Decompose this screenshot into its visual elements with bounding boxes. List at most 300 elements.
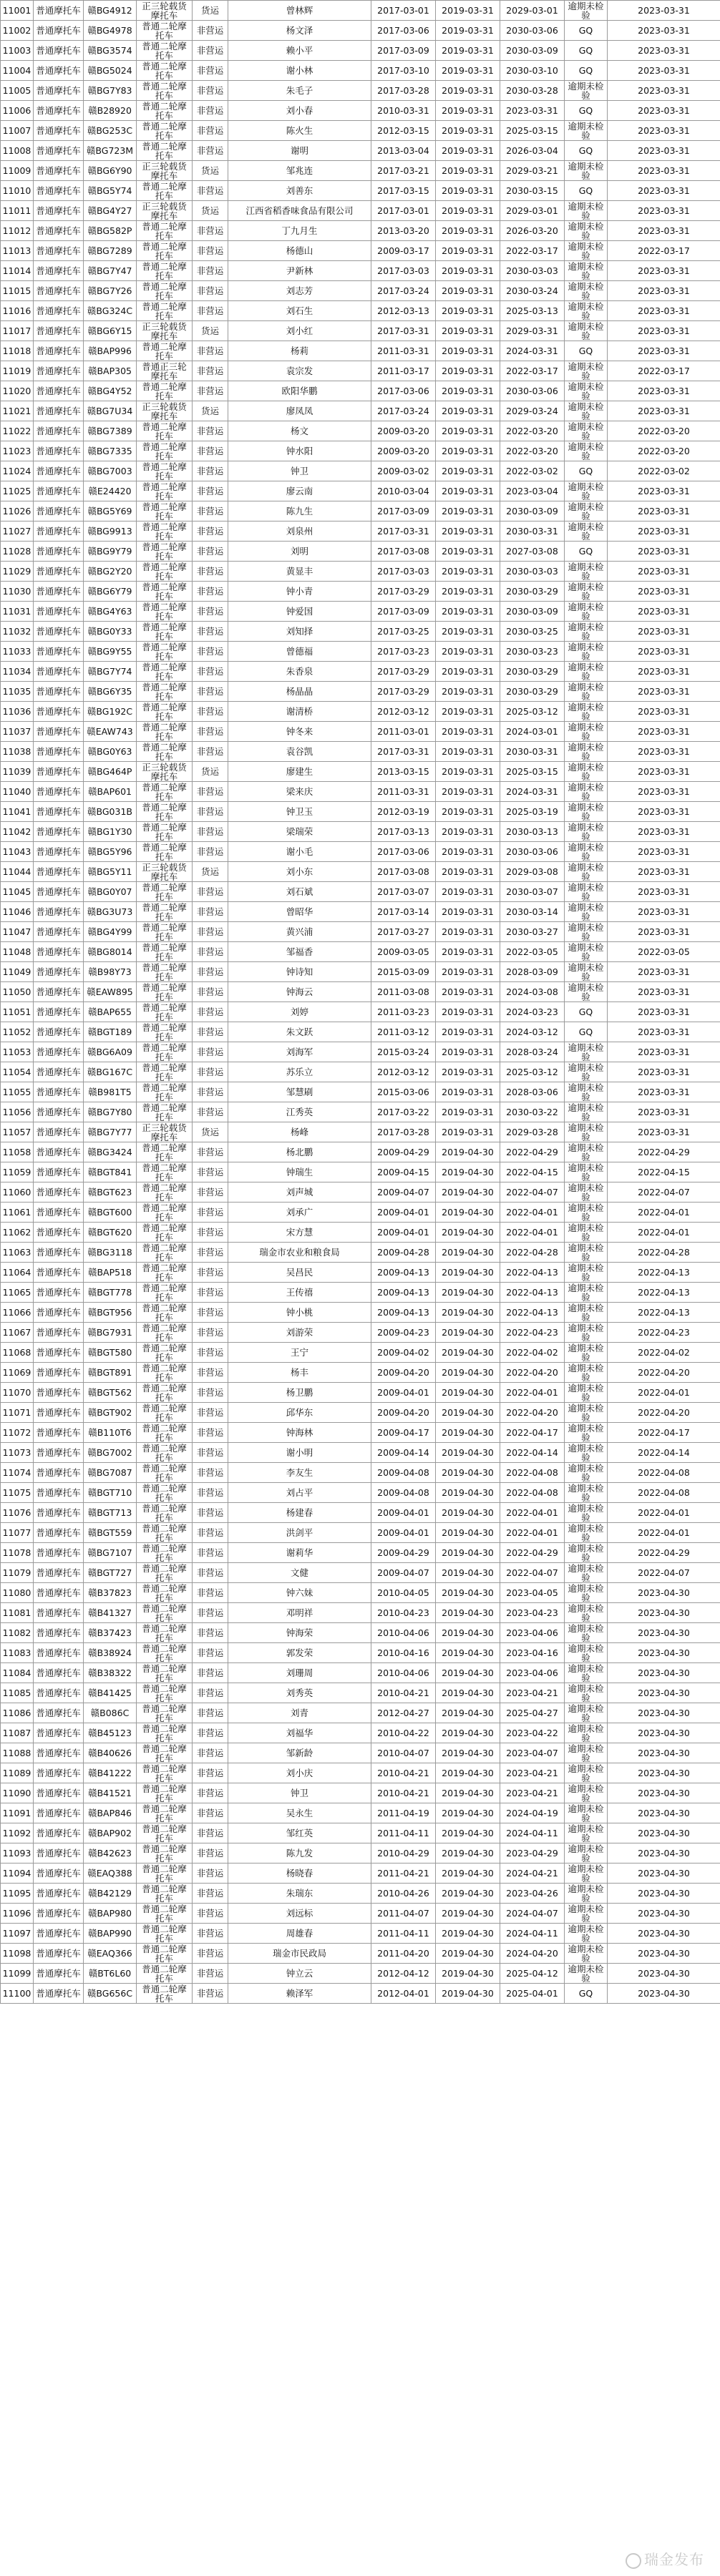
owner-cell: 谢小林 <box>228 61 371 81</box>
vehicle-model-cell: 普通二轮摩托车 <box>137 1263 193 1283</box>
owner-cell: 杨建春 <box>228 1503 371 1523</box>
status-date-cell: 2022-04-29 <box>608 1142 720 1162</box>
table-row <box>1 221 720 241</box>
registration-date-cell: 2009-04-13 <box>371 1283 436 1303</box>
inspection-valid-until-cell: 2019-04-30 <box>436 1423 500 1443</box>
owner-cell: 刘福华 <box>228 1723 371 1743</box>
table-row <box>1 61 720 81</box>
status-date-cell: 2023-03-31 <box>608 481 720 501</box>
owner-cell: 刘小庆 <box>228 1763 371 1783</box>
status-date-cell: 2023-03-31 <box>608 822 720 842</box>
vehicle-model-cell: 普通二轮摩托车 <box>137 1583 193 1603</box>
row-number-cell: 11031 <box>1 602 34 622</box>
vehicle-category-cell: 普通摩托车 <box>34 21 84 41</box>
plate-number-cell: 赣BGT841 <box>84 1162 137 1182</box>
vehicle-category-cell: 普通摩托车 <box>34 321 84 341</box>
vehicle-category-cell: 普通摩托车 <box>34 1283 84 1303</box>
vehicle-model-cell: 普通二轮摩托车 <box>137 582 193 602</box>
vehicle-category-cell: 普通摩托车 <box>34 562 84 582</box>
inspection-valid-until-cell: 2019-03-31 <box>436 842 500 862</box>
status-date-cell: 2023-03-31 <box>608 1042 720 1062</box>
inspection-valid-until-cell: 2019-04-30 <box>436 1243 500 1263</box>
scrap-date-cell: 2022-04-17 <box>500 1423 565 1443</box>
row-number-cell: 11089 <box>1 1763 34 1783</box>
status-cell: 逾期未检验 <box>565 722 608 742</box>
scrap-date-cell: 2022-04-13 <box>500 1303 565 1323</box>
inspection-valid-until-cell: 2019-03-31 <box>436 321 500 341</box>
row-number-cell: 11052 <box>1 1022 34 1042</box>
owner-cell: 梁瑞荣 <box>228 822 371 842</box>
usage-type-cell: 非营运 <box>193 1203 228 1223</box>
status-date-cell: 2022-03-20 <box>608 441 720 461</box>
vehicle-category-cell: 普通摩托车 <box>34 1763 84 1783</box>
vehicle-category-cell: 普通摩托车 <box>34 1383 84 1403</box>
usage-type-cell: 非营运 <box>193 1904 228 1924</box>
row-number-cell: 11078 <box>1 1543 34 1563</box>
status-cell: 逾期未检验 <box>565 1142 608 1162</box>
vehicle-model-cell: 普通二轮摩托车 <box>137 542 193 562</box>
owner-cell: 刘声城 <box>228 1182 371 1203</box>
table-row <box>1 1944 720 1964</box>
status-date-cell: 2023-03-31 <box>608 722 720 742</box>
vehicle-category-cell: 普通摩托车 <box>34 1984 84 2004</box>
registration-date-cell: 2009-04-07 <box>371 1563 436 1583</box>
plate-number-cell: 赣BG723M <box>84 141 137 161</box>
vehicle-category-cell: 普通摩托车 <box>34 1503 84 1523</box>
registration-date-cell: 2017-03-31 <box>371 742 436 762</box>
plate-number-cell: 赣BG4978 <box>84 21 137 41</box>
row-number-cell: 11072 <box>1 1423 34 1443</box>
table-row <box>1 381 720 401</box>
usage-type-cell: 非营运 <box>193 421 228 441</box>
registration-date-cell: 2010-04-29 <box>371 1843 436 1864</box>
row-number-cell: 11008 <box>1 141 34 161</box>
owner-cell: 赖泽军 <box>228 1984 371 2004</box>
vehicle-category-cell: 普通摩托车 <box>34 1 84 21</box>
scrap-date-cell: 2030-03-15 <box>500 181 565 201</box>
registration-date-cell: 2017-03-01 <box>371 201 436 221</box>
row-number-cell: 11005 <box>1 81 34 101</box>
status-cell: 逾期未检验 <box>565 1503 608 1523</box>
registration-date-cell: 2012-03-12 <box>371 702 436 722</box>
registration-date-cell: 2010-04-07 <box>371 1743 436 1763</box>
table-row <box>1 281 720 301</box>
scrap-date-cell: 2022-04-13 <box>500 1283 565 1303</box>
registration-date-cell: 2011-03-12 <box>371 1022 436 1042</box>
usage-type-cell: 非营运 <box>193 1924 228 1944</box>
usage-type-cell: 非营运 <box>193 1623 228 1643</box>
inspection-valid-until-cell: 2019-04-30 <box>436 1964 500 1984</box>
registration-date-cell: 2009-03-20 <box>371 421 436 441</box>
vehicle-category-cell: 普通摩托车 <box>34 161 84 181</box>
inspection-valid-until-cell: 2019-03-31 <box>436 1042 500 1062</box>
status-cell: 逾期未检验 <box>565 421 608 441</box>
table-row <box>1 201 720 221</box>
plate-number-cell: 赣BG6Y15 <box>84 321 137 341</box>
plate-number-cell: 赣BGT189 <box>84 1022 137 1042</box>
owner-cell: 吴永生 <box>228 1803 371 1823</box>
row-number-cell: 11067 <box>1 1323 34 1343</box>
owner-cell: 刘小红 <box>228 321 371 341</box>
table-row <box>1 1864 720 1884</box>
scrap-date-cell: 2022-03-17 <box>500 361 565 381</box>
usage-type-cell: 非营运 <box>193 1263 228 1283</box>
vehicle-model-cell: 普通二轮摩托车 <box>137 41 193 61</box>
inspection-valid-until-cell: 2019-03-31 <box>436 1002 500 1022</box>
vehicle-category-cell: 普通摩托车 <box>34 181 84 201</box>
vehicle-model-cell: 普通二轮摩托车 <box>137 942 193 962</box>
inspection-valid-until-cell: 2019-04-30 <box>436 1323 500 1343</box>
status-date-cell: 2023-04-30 <box>608 1984 720 2004</box>
vehicle-category-cell: 普通摩托车 <box>34 1743 84 1763</box>
registration-date-cell: 2010-03-31 <box>371 101 436 121</box>
usage-type-cell: 非营运 <box>193 1743 228 1763</box>
vehicle-category-cell: 普通摩托车 <box>34 1523 84 1543</box>
plate-number-cell: 赣BG6Y90 <box>84 161 137 181</box>
registration-date-cell: 2009-04-07 <box>371 1182 436 1203</box>
table-body <box>1 1 720 2004</box>
status-cell: 逾期未检验 <box>565 1643 608 1663</box>
status-date-cell: 2023-03-31 <box>608 101 720 121</box>
scrap-date-cell: 2022-04-01 <box>500 1203 565 1223</box>
scrap-date-cell: 2022-04-07 <box>500 1182 565 1203</box>
scrap-date-cell: 2030-03-03 <box>500 261 565 281</box>
status-cell: 逾期未检验 <box>565 1823 608 1843</box>
registration-date-cell: 2010-03-04 <box>371 481 436 501</box>
inspection-valid-until-cell: 2019-03-31 <box>436 722 500 742</box>
vehicle-model-cell: 普通二轮摩托车 <box>137 181 193 201</box>
vehicle-category-cell: 普通摩托车 <box>34 1182 84 1203</box>
status-date-cell: 2022-04-29 <box>608 1543 720 1563</box>
table-row <box>1 762 720 782</box>
plate-number-cell: 赣B42623 <box>84 1843 137 1864</box>
vehicle-category-cell: 普通摩托车 <box>34 1964 84 1984</box>
status-cell: 逾期未检验 <box>565 682 608 702</box>
row-number-cell: 11094 <box>1 1864 34 1884</box>
inspection-valid-until-cell: 2019-03-31 <box>436 762 500 782</box>
plate-number-cell: 赣B28920 <box>84 101 137 121</box>
row-number-cell: 11041 <box>1 802 34 822</box>
inspection-valid-until-cell: 2019-03-31 <box>436 942 500 962</box>
vehicle-model-cell: 普通二轮摩托车 <box>137 1383 193 1403</box>
vehicle-model-cell: 普通二轮摩托车 <box>137 702 193 722</box>
registration-date-cell: 2010-04-21 <box>371 1683 436 1703</box>
owner-cell: 李友生 <box>228 1463 371 1483</box>
table-row <box>1 501 720 521</box>
row-number-cell: 11028 <box>1 542 34 562</box>
owner-cell: 钟水阳 <box>228 441 371 461</box>
vehicle-category-cell: 普通摩托车 <box>34 101 84 121</box>
status-cell: 逾期未检验 <box>565 1924 608 1944</box>
table-row <box>1 1723 720 1743</box>
vehicle-category-cell: 普通摩托车 <box>34 381 84 401</box>
inspection-valid-until-cell: 2019-03-31 <box>436 642 500 662</box>
status-date-cell: 2023-04-30 <box>608 1964 720 1984</box>
usage-type-cell: 非营运 <box>193 1663 228 1683</box>
row-number-cell: 11091 <box>1 1803 34 1823</box>
plate-number-cell: 赣B086C <box>84 1703 137 1723</box>
owner-cell: 杨莉 <box>228 341 371 361</box>
registration-date-cell: 2009-04-20 <box>371 1403 436 1423</box>
vehicle-category-cell: 普通摩托车 <box>34 1243 84 1263</box>
registration-date-cell: 2012-04-27 <box>371 1703 436 1723</box>
registration-date-cell: 2009-04-20 <box>371 1363 436 1383</box>
vehicle-category-cell: 普通摩托车 <box>34 1483 84 1503</box>
registration-date-cell: 2013-03-15 <box>371 762 436 782</box>
vehicle-model-cell: 普通二轮摩托车 <box>137 1603 193 1623</box>
registration-date-cell: 2012-04-12 <box>371 1964 436 1984</box>
status-cell: 逾期未检验 <box>565 1583 608 1603</box>
owner-cell: 杨文泽 <box>228 21 371 41</box>
inspection-valid-until-cell: 2019-04-30 <box>436 1443 500 1463</box>
status-cell: 逾期未检验 <box>565 1062 608 1082</box>
inspection-valid-until-cell: 2019-04-30 <box>436 1142 500 1162</box>
vehicle-model-cell: 普通二轮摩托车 <box>137 802 193 822</box>
scrap-date-cell: 2030-03-27 <box>500 922 565 942</box>
status-cell: 逾期未检验 <box>565 1763 608 1783</box>
registration-date-cell: 2011-04-19 <box>371 1803 436 1823</box>
plate-number-cell: 赣BG7931 <box>84 1323 137 1343</box>
table-row <box>1 682 720 702</box>
status-date-cell: 2023-03-31 <box>608 1062 720 1082</box>
status-date-cell: 2022-04-13 <box>608 1283 720 1303</box>
status-cell: 逾期未检验 <box>565 622 608 642</box>
owner-cell: 瑞金市农业和粮食局 <box>228 1243 371 1263</box>
registration-date-cell: 2009-04-01 <box>371 1223 436 1243</box>
registration-date-cell: 2009-04-23 <box>371 1323 436 1343</box>
status-cell: GQ <box>565 61 608 81</box>
row-number-cell: 11038 <box>1 742 34 762</box>
table-row <box>1 1283 720 1303</box>
vehicle-category-cell: 普通摩托车 <box>34 1423 84 1443</box>
vehicle-model-cell: 普通二轮摩托车 <box>137 1082 193 1102</box>
plate-number-cell: 赣BGT620 <box>84 1223 137 1243</box>
status-cell: 逾期未检验 <box>565 1122 608 1142</box>
vehicle-category-cell: 普通摩托车 <box>34 922 84 942</box>
inspection-valid-until-cell: 2019-04-30 <box>436 1763 500 1783</box>
registration-date-cell: 2010-04-26 <box>371 1884 436 1904</box>
usage-type-cell: 非营运 <box>193 1062 228 1082</box>
registration-date-cell: 2017-03-21 <box>371 161 436 181</box>
usage-type-cell: 非营运 <box>193 1583 228 1603</box>
registration-date-cell: 2009-04-08 <box>371 1483 436 1503</box>
inspection-valid-until-cell: 2019-03-31 <box>436 281 500 301</box>
scrap-date-cell: 2030-03-09 <box>500 41 565 61</box>
owner-cell: 丁九月生 <box>228 221 371 241</box>
status-cell: 逾期未检验 <box>565 742 608 762</box>
vehicle-model-cell: 普通二轮摩托车 <box>137 1503 193 1523</box>
scrap-date-cell: 2024-04-11 <box>500 1924 565 1944</box>
usage-type-cell: 非营运 <box>193 822 228 842</box>
vehicle-category-cell: 普通摩托车 <box>34 401 84 421</box>
vehicle-category-cell: 普通摩托车 <box>34 582 84 602</box>
inspection-valid-until-cell: 2019-04-30 <box>436 1603 500 1623</box>
usage-type-cell: 非营运 <box>193 1843 228 1864</box>
row-number-cell: 11021 <box>1 401 34 421</box>
owner-cell: 文健 <box>228 1563 371 1583</box>
scrap-date-cell: 2022-04-14 <box>500 1443 565 1463</box>
inspection-valid-until-cell: 2019-03-31 <box>436 461 500 481</box>
status-date-cell: 2022-04-15 <box>608 1162 720 1182</box>
table-row <box>1 1162 720 1182</box>
status-cell: 逾期未检验 <box>565 762 608 782</box>
row-number-cell: 11054 <box>1 1062 34 1082</box>
table-row <box>1 902 720 922</box>
status-date-cell: 2023-03-31 <box>608 201 720 221</box>
owner-cell: 梁来庆 <box>228 782 371 802</box>
scrap-date-cell: 2022-04-07 <box>500 1563 565 1583</box>
vehicle-model-cell: 普通二轮摩托车 <box>137 842 193 862</box>
usage-type-cell: 非营运 <box>193 782 228 802</box>
scrap-date-cell: 2023-04-21 <box>500 1683 565 1703</box>
status-cell: 逾期未检验 <box>565 1663 608 1683</box>
status-cell: 逾期未检验 <box>565 1543 608 1563</box>
status-date-cell: 2023-04-30 <box>608 1683 720 1703</box>
row-number-cell: 11032 <box>1 622 34 642</box>
row-number-cell: 11082 <box>1 1623 34 1643</box>
inspection-valid-until-cell: 2019-03-31 <box>436 141 500 161</box>
row-number-cell: 11040 <box>1 782 34 802</box>
status-date-cell: 2023-03-31 <box>608 521 720 542</box>
owner-cell: 王传禧 <box>228 1283 371 1303</box>
vehicle-model-cell: 普通二轮摩托车 <box>137 822 193 842</box>
status-cell: 逾期未检验 <box>565 1884 608 1904</box>
usage-type-cell: 非营运 <box>193 1383 228 1403</box>
usage-type-cell: 货运 <box>193 762 228 782</box>
usage-type-cell: 非营运 <box>193 361 228 381</box>
scrap-date-cell: 2022-04-01 <box>500 1223 565 1243</box>
status-cell: 逾期未检验 <box>565 702 608 722</box>
row-number-cell: 11043 <box>1 842 34 862</box>
vehicle-category-cell: 普通摩托车 <box>34 682 84 702</box>
row-number-cell: 11035 <box>1 682 34 702</box>
row-number-cell: 11029 <box>1 562 34 582</box>
owner-cell: 邱华东 <box>228 1403 371 1423</box>
vehicle-model-cell: 普通二轮摩托车 <box>137 1142 193 1162</box>
table-row <box>1 782 720 802</box>
usage-type-cell: 非营运 <box>193 21 228 41</box>
watermark-text: 瑞金发布 <box>644 2551 704 2568</box>
vehicle-model-cell: 普通二轮摩托车 <box>137 1463 193 1483</box>
row-number-cell: 11086 <box>1 1703 34 1723</box>
usage-type-cell: 非营运 <box>193 1443 228 1463</box>
scrap-date-cell: 2030-03-23 <box>500 642 565 662</box>
inspection-valid-until-cell: 2019-04-30 <box>436 1463 500 1483</box>
scrap-date-cell: 2022-04-01 <box>500 1503 565 1523</box>
status-date-cell: 2022-04-02 <box>608 1343 720 1363</box>
row-number-cell: 11055 <box>1 1082 34 1102</box>
vehicle-model-cell: 普通二轮摩托车 <box>137 1283 193 1303</box>
usage-type-cell: 非营运 <box>193 842 228 862</box>
status-date-cell: 2022-04-07 <box>608 1563 720 1583</box>
vehicle-model-cell: 普通二轮摩托车 <box>137 241 193 261</box>
table-row <box>1 141 720 161</box>
vehicle-model-cell: 普通二轮摩托车 <box>137 1563 193 1583</box>
plate-number-cell: 赣BG4Y52 <box>84 381 137 401</box>
usage-type-cell: 非营运 <box>193 381 228 401</box>
status-cell: 逾期未检验 <box>565 1102 608 1122</box>
plate-number-cell: 赣BG4Y63 <box>84 602 137 622</box>
scrap-date-cell: 2030-03-13 <box>500 822 565 842</box>
registration-date-cell: 2017-03-08 <box>371 862 436 882</box>
usage-type-cell: 非营运 <box>193 1463 228 1483</box>
inspection-valid-until-cell: 2019-04-30 <box>436 1924 500 1944</box>
registration-date-cell: 2010-04-16 <box>371 1643 436 1663</box>
scrap-date-cell: 2029-03-31 <box>500 321 565 341</box>
registration-date-cell: 2009-04-01 <box>371 1503 436 1523</box>
vehicle-model-cell: 普通二轮摩托车 <box>137 1763 193 1783</box>
registration-date-cell: 2011-04-11 <box>371 1924 436 1944</box>
row-number-cell: 11026 <box>1 501 34 521</box>
owner-cell: 杨北鹏 <box>228 1142 371 1162</box>
plate-number-cell: 赣BG4Y27 <box>84 201 137 221</box>
scrap-date-cell: 2025-03-19 <box>500 802 565 822</box>
usage-type-cell: 非营运 <box>193 1643 228 1663</box>
inspection-valid-until-cell: 2019-03-31 <box>436 81 500 101</box>
plate-number-cell: 赣BG3118 <box>84 1243 137 1263</box>
vehicle-category-cell: 普通摩托车 <box>34 221 84 241</box>
usage-type-cell: 非营运 <box>193 922 228 942</box>
inspection-valid-until-cell: 2019-03-31 <box>436 521 500 542</box>
table-row <box>1 1964 720 1984</box>
plate-number-cell: 赣B40626 <box>84 1743 137 1763</box>
status-cell: 逾期未检验 <box>565 321 608 341</box>
owner-cell: 朱文跃 <box>228 1022 371 1042</box>
row-number-cell: 11061 <box>1 1203 34 1223</box>
row-number-cell: 11083 <box>1 1643 34 1663</box>
scrap-date-cell: 2023-04-06 <box>500 1623 565 1643</box>
plate-number-cell: 赣BG7U34 <box>84 401 137 421</box>
status-date-cell: 2023-04-30 <box>608 1663 720 1683</box>
inspection-valid-until-cell: 2019-03-31 <box>436 882 500 902</box>
status-cell: 逾期未检验 <box>565 942 608 962</box>
inspection-valid-until-cell: 2019-03-31 <box>436 862 500 882</box>
owner-cell: 钟冬来 <box>228 722 371 742</box>
owner-cell: 廖建生 <box>228 762 371 782</box>
plate-number-cell: 赣BG0Y07 <box>84 882 137 902</box>
inspection-valid-until-cell: 2019-03-31 <box>436 1 500 21</box>
vehicle-model-cell: 普通二轮摩托车 <box>137 1783 193 1803</box>
usage-type-cell: 非营运 <box>193 602 228 622</box>
status-cell: 逾期未检验 <box>565 121 608 141</box>
vehicle-model-cell: 普通二轮摩托车 <box>137 1803 193 1823</box>
inspection-valid-until-cell: 2019-04-30 <box>436 1363 500 1383</box>
vehicle-model-cell: 普通二轮摩托车 <box>137 1543 193 1563</box>
status-date-cell: 2023-03-31 <box>608 181 720 201</box>
plate-number-cell: 赣EAW743 <box>84 722 137 742</box>
plate-number-cell: 赣BG5Y96 <box>84 842 137 862</box>
status-date-cell: 2023-04-30 <box>608 1904 720 1924</box>
registration-date-cell: 2017-03-03 <box>371 562 436 582</box>
registration-date-cell: 2017-03-13 <box>371 822 436 842</box>
scrap-date-cell: 2025-04-01 <box>500 1984 565 2004</box>
vehicle-category-cell: 普通摩托车 <box>34 802 84 822</box>
scrap-date-cell: 2030-03-07 <box>500 882 565 902</box>
table-row <box>1 562 720 582</box>
inspection-valid-until-cell: 2019-03-31 <box>436 401 500 421</box>
vehicle-category-cell: 普通摩托车 <box>34 602 84 622</box>
inspection-valid-until-cell: 2019-03-31 <box>436 181 500 201</box>
owner-cell: 宋方慧 <box>228 1223 371 1243</box>
vehicle-model-cell: 普通二轮摩托车 <box>137 662 193 682</box>
owner-cell: 郭发荣 <box>228 1643 371 1663</box>
vehicle-model-cell: 正三轮载货摩托车 <box>137 762 193 782</box>
scrap-date-cell: 2030-03-06 <box>500 842 565 862</box>
scrap-date-cell: 2022-04-01 <box>500 1523 565 1543</box>
vehicle-model-cell: 普通二轮摩托车 <box>137 1884 193 1904</box>
inspection-valid-until-cell: 2019-04-30 <box>436 1984 500 2004</box>
status-date-cell: 2022-04-07 <box>608 1182 720 1203</box>
